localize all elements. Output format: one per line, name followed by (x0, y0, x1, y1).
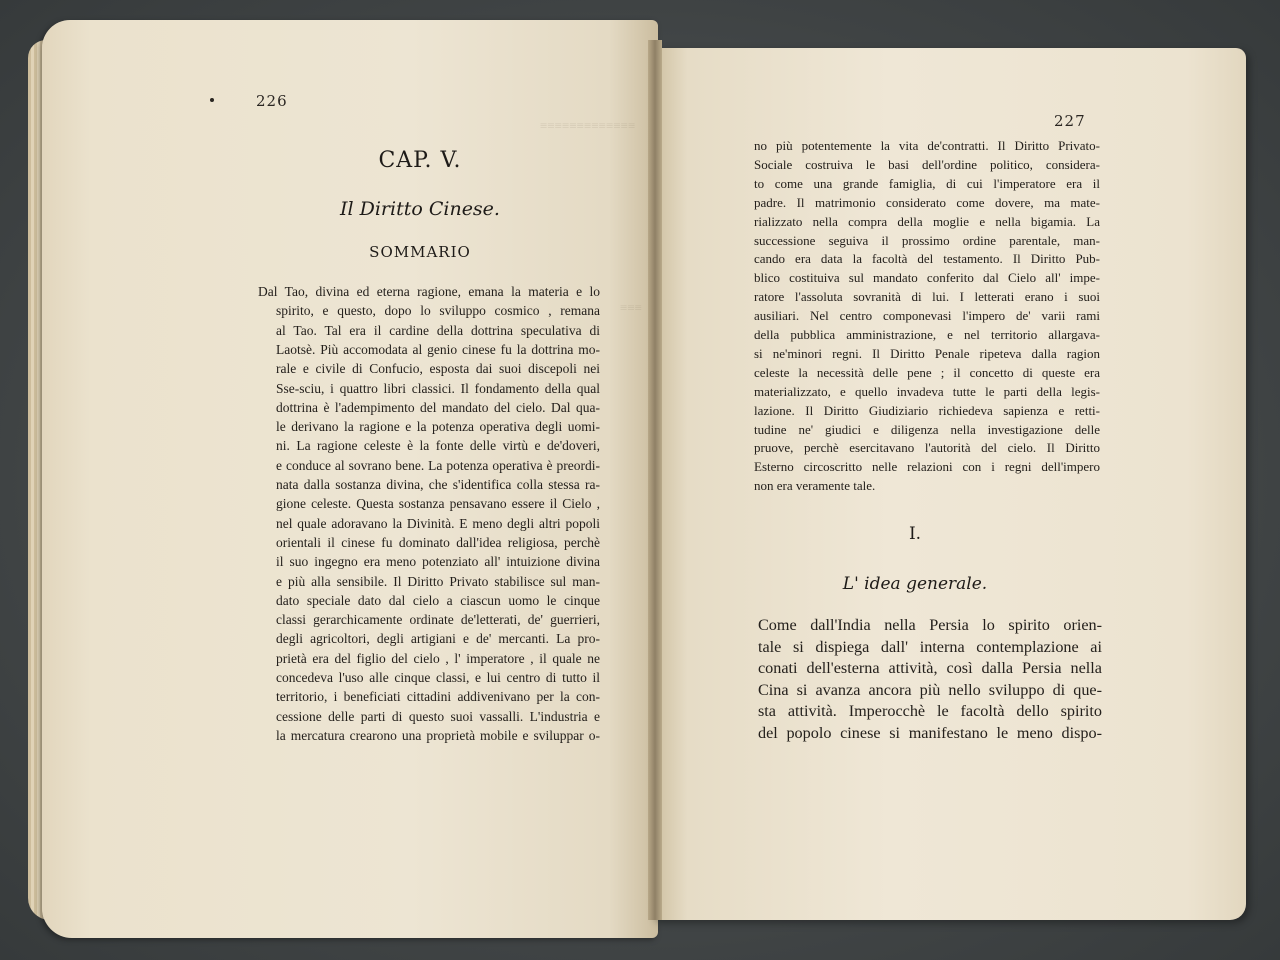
text-line: le derivano la ragione e la potenza operativa degli uomi- (276, 419, 600, 435)
text-line: Come dall'India nella Persia lo spirito orien- (758, 616, 1102, 634)
text-line: territorio, i beneficiati cittadini addivenivano per la con- (276, 689, 600, 705)
text-line: al Tao. Tal era il cardine della dottrina speculativa di (276, 322, 600, 338)
text-line: ausiliari. Nel centro componevasi l'impero de' varii rami (754, 308, 1100, 324)
book-gutter (648, 40, 662, 920)
chapter-heading: CAP. V. (378, 148, 462, 173)
text-line: prietà era del figlio del cielo , l' imperatore , il quale ne (276, 650, 600, 666)
text-line: pruove, perchè esercitavano l'autorità del cielo. Il Diritto (754, 440, 1100, 456)
show-through-text: ≡≡≡ (620, 300, 642, 315)
text-line: conati dell'esterna attività, così dalla Persia nella (758, 659, 1102, 677)
section-title: L' idea generale. (842, 574, 988, 594)
text-line: rializzato nella compra della moglie e nella bigamia. La (754, 213, 1100, 229)
text-line: classi gerarchicamente ordinate de'letterati, de' guerrieri, (276, 612, 600, 628)
text-line: della pubblica amministrazione, e nel territorio allargava- (754, 327, 1100, 342)
text-line: del popolo cinese si manifestano le meno dispo- (758, 723, 1102, 742)
text-line: il suo ingegno era meno potenziato all' intuizione divina (276, 554, 600, 570)
text-line: no più potentemente la vita de'contratti. Il Diritto Privato- (754, 138, 1100, 153)
text-line: to come una grande famiglia, di cui l'imperatore era il (754, 175, 1100, 191)
text-line: cessione delle parti di questo suoi vassalli. L'industria e (276, 708, 600, 724)
text-line: Dal Tao, divina ed eterna ragione, emana la materia e lo (258, 284, 600, 299)
ink-mark (210, 98, 214, 102)
text-line: ni. La ragione celeste è la fonte delle virtù e de'doveri, (276, 438, 600, 454)
text-line: lazione. Il Diritto Giudiziario richiedeva sapienza e retti- (754, 402, 1100, 418)
text-line: non era veramente tale. (754, 478, 876, 494)
text-line: cando era data la facoltà del testamento. Il Diritto Pub- (754, 251, 1100, 267)
text-line: la mercatura crearono una proprietà mobile e sviluppar o- (276, 727, 600, 743)
left-page-number: 226 (256, 92, 288, 110)
text-line: blico costituiva sul mandato conferito dal Cielo all' impe- (754, 270, 1100, 286)
text-line: successione seguiva il prossimo ordine parentale, man- (754, 232, 1100, 248)
show-through-text: ≡≡≡≡≡≡≡≡≡≡≡≡≡ (540, 118, 636, 133)
text-line: nata dalla sostanza divina, che s'identifica colla stessa ra- (276, 477, 600, 492)
text-line: degli agricoltori, degli artigiani e de' mercanti. La pro- (276, 631, 600, 647)
text-line: concedeva l'uso alle cinque classi, e lui centro di tutto il (276, 670, 600, 685)
text-line: e conduce al sovrano bene. La potenza operativa è preordi- (276, 457, 600, 473)
text-line: tudine ne' giudici e diligenza nella investigazione delle (754, 421, 1100, 437)
text-line: Sse-sciu, i quattro libri classici. Il fondamento della qual (276, 380, 600, 396)
text-line: celeste la necessità delle pene ; il concetto di queste era (754, 364, 1100, 380)
text-line: tale si dispiega dall' interna contemplazione ai (758, 637, 1102, 656)
text-line: dottrina è l'adempimento del mandato del cielo. Dal qua- (276, 399, 600, 415)
text-line: si ne'minori regni. Il Diritto Penale ripeteva dalla ragion (754, 345, 1100, 361)
chapter-title: Il Diritto Cinese. (340, 198, 500, 220)
text-line: gione celeste. Questa sostanza pensavano essere il Cielo , (276, 496, 600, 512)
text-line: rale e civile di Confucio, esposta dai suoi discepoli nei (276, 361, 600, 377)
text-line: Esterno circoscritto nelle relazioni con i regni dell'impero (754, 459, 1100, 475)
text-line: nel quale adoravano la Divinità. E meno degli altri popoli (276, 515, 600, 531)
text-line: ratore l'assoluta sovranità di lui. I letterati erano i suoi (754, 289, 1100, 305)
text-line: Cina si avanza ancora più nello sviluppo di que- (758, 680, 1102, 699)
section-number: I. (908, 524, 922, 544)
right-page-number: 227 (1054, 112, 1086, 130)
text-line: sta attività. Imperocchè le facoltà dello spirito (758, 702, 1102, 720)
text-line: padre. Il matrimonio considerato come dovere, ma mate- (754, 194, 1100, 210)
text-line: spirito, e questo, dopo lo sviluppo cosmico , remana (276, 303, 600, 319)
summary-heading: SOMMARIO (369, 243, 471, 261)
text-line: orientali il cinese fu dominato dall'idea religiosa, perchè (276, 534, 600, 550)
text-line: Laotsè. Più accomodata al genio cinese fu la dottrina mo- (276, 341, 600, 357)
text-line: materializzato, e quello invadeva tutte le parti della legis- (754, 383, 1100, 399)
text-line: Sociale costruiva le basi dell'ordine politico, considera- (754, 156, 1100, 172)
text-line: e più alla sensibile. Il Diritto Privato stabilisce sul man- (276, 573, 600, 589)
text-line: dato speciale dato dal cielo a ciascun uomo le cinque (276, 592, 600, 608)
